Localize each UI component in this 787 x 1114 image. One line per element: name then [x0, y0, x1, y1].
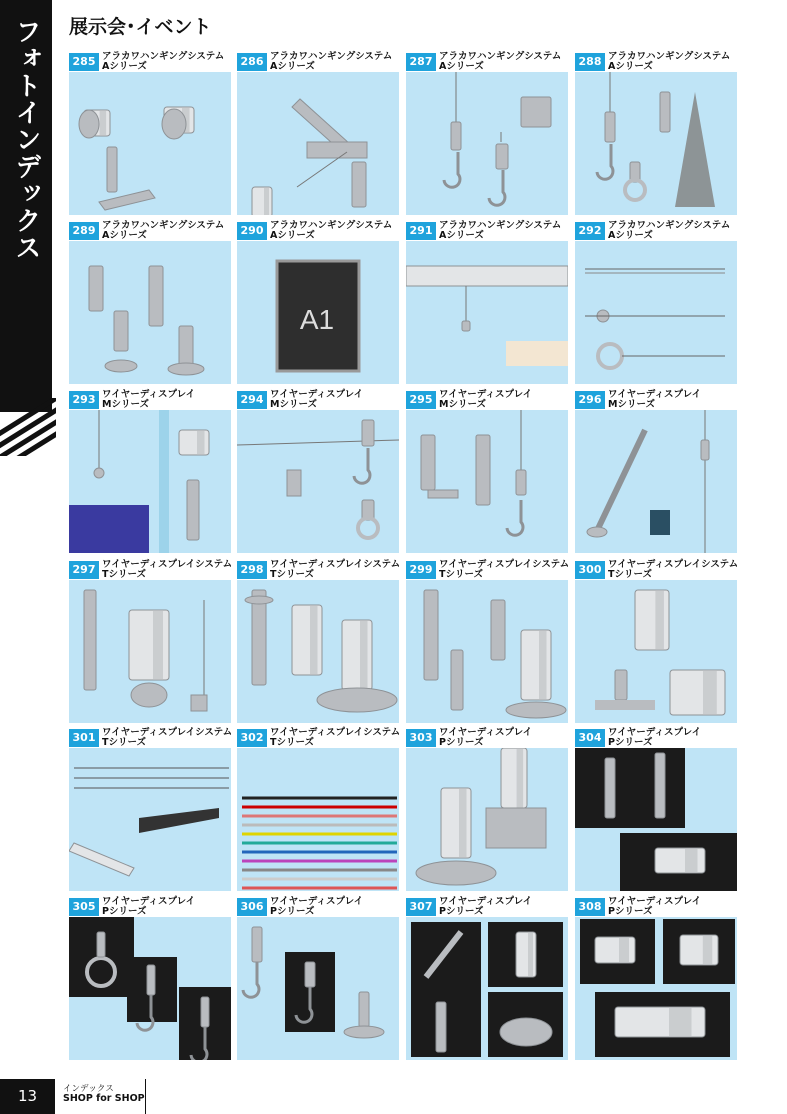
item-title: ワイヤーディスプレイ: [270, 389, 364, 400]
item-title: アラカワハンギングシステム: [102, 51, 225, 62]
product-photo: [237, 72, 399, 215]
item-series: Aシリーズ: [270, 61, 315, 72]
photo-card: [406, 726, 568, 891]
item-title: ワイヤーディスプレイ: [608, 727, 702, 738]
item-series: Tシリーズ: [608, 569, 653, 580]
photo-card: [237, 726, 399, 891]
photo-card: [406, 558, 568, 723]
item-series: Aシリーズ: [439, 61, 484, 72]
item-number: 308: [575, 898, 605, 916]
product-photo: [575, 748, 737, 891]
product-photo: [406, 917, 568, 1060]
photo-card: [237, 50, 399, 215]
product-illustration: [69, 410, 231, 553]
product-photo: [406, 580, 568, 723]
item-number: 285: [69, 53, 99, 71]
footer-label: インデックス: [63, 1084, 114, 1094]
photo-card: [237, 895, 399, 1060]
product-photo: [237, 748, 399, 891]
item-series: Tシリーズ: [102, 569, 147, 580]
photo-card: [575, 895, 737, 1060]
product-illustration: [575, 748, 737, 891]
item-number: 294: [237, 391, 267, 409]
page-number: 13: [0, 1079, 55, 1114]
product-illustration: [406, 580, 568, 723]
item-series: Pシリーズ: [608, 906, 653, 917]
product-photo: [237, 241, 399, 384]
product-illustration: [237, 917, 399, 1060]
item-title: アラカワハンギングシステム: [270, 51, 393, 62]
item-series: Aシリーズ: [608, 230, 653, 241]
item-number: 307: [406, 898, 436, 916]
item-number: 291: [406, 222, 436, 240]
item-number: 305: [69, 898, 99, 916]
item-number: 289: [69, 222, 99, 240]
item-series: Aシリーズ: [439, 230, 484, 241]
product-photo: [575, 580, 737, 723]
item-series: Mシリーズ: [439, 399, 486, 410]
item-title: ワイヤーディスプレイシステム: [608, 559, 739, 570]
item-title: ワイヤーディスプレイ: [439, 389, 533, 400]
product-illustration: [237, 580, 399, 723]
side-tab-label: フォトインデックス: [11, 18, 41, 261]
item-series: Pシリーズ: [439, 906, 484, 917]
decorative-stripes: [0, 398, 56, 456]
item-number: 299: [406, 561, 436, 579]
photo-card: [69, 558, 231, 723]
product-illustration: [406, 748, 568, 891]
product-illustration: [69, 241, 231, 384]
item-title: ワイヤーディスプレイシステム: [102, 727, 233, 738]
product-illustration: [69, 72, 231, 215]
product-illustration: [69, 917, 231, 1060]
item-title: ワイヤーディスプレイ: [102, 389, 196, 400]
photo-card: [575, 219, 737, 384]
item-number: 287: [406, 53, 436, 71]
item-number: 290: [237, 222, 267, 240]
product-illustration: [237, 72, 399, 215]
item-series: Tシリーズ: [270, 569, 315, 580]
item-series: Mシリーズ: [270, 399, 317, 410]
item-series: Aシリーズ: [270, 230, 315, 241]
item-title: ワイヤーディスプレイ: [608, 389, 702, 400]
product-photo: [406, 72, 568, 215]
item-series: Tシリーズ: [439, 569, 484, 580]
item-number: 298: [237, 561, 267, 579]
product-illustration: [575, 410, 737, 553]
item-number: 292: [575, 222, 605, 240]
photo-card: [69, 219, 231, 384]
product-photo: [69, 917, 231, 1060]
photo-card: [575, 50, 737, 215]
item-series: Tシリーズ: [270, 737, 315, 748]
item-number: 297: [69, 561, 99, 579]
item-series: Mシリーズ: [608, 399, 655, 410]
item-title: ワイヤーディスプレイ: [439, 896, 533, 907]
svg-text:A1: A1: [299, 304, 335, 335]
product-illustration: [575, 917, 737, 1060]
footer-brand: SHOP for SHOP: [63, 1093, 145, 1104]
item-number: 300: [575, 561, 605, 579]
product-photo: [406, 748, 568, 891]
product-illustration: [406, 72, 568, 215]
product-photo: [69, 748, 231, 891]
item-number: 293: [69, 391, 99, 409]
photo-card: [406, 219, 568, 384]
product-illustration: [237, 241, 399, 384]
photo-card: [406, 50, 568, 215]
product-photo: [237, 580, 399, 723]
product-photo: [237, 410, 399, 553]
item-title: ワイヤーディスプレイ: [608, 896, 702, 907]
product-illustration: [575, 72, 737, 215]
product-photo: [575, 72, 737, 215]
product-photo: [575, 410, 737, 553]
photo-card: [406, 388, 568, 553]
page-title: 展示会･イベント: [69, 16, 212, 38]
product-illustration: [69, 748, 231, 891]
item-number: 288: [575, 53, 605, 71]
product-illustration: [406, 410, 568, 553]
photo-card: [406, 895, 568, 1060]
item-title: アラカワハンギングシステム: [439, 220, 562, 231]
product-photo: [406, 241, 568, 384]
item-title: ワイヤーディスプレイシステム: [439, 559, 570, 570]
product-illustration: [237, 410, 399, 553]
item-title: アラカワハンギングシステム: [270, 220, 393, 231]
item-title: アラカワハンギングシステム: [102, 220, 225, 231]
product-illustration: [575, 241, 737, 384]
item-title: アラカワハンギングシステム: [608, 220, 731, 231]
item-title: ワイヤーディスプレイシステム: [270, 727, 401, 738]
item-title: ワイヤーディスプレイシステム: [102, 559, 233, 570]
photo-card: [69, 726, 231, 891]
item-series: Mシリーズ: [102, 399, 149, 410]
product-illustration: [406, 241, 568, 384]
product-photo: [575, 917, 737, 1060]
product-photo: [69, 410, 231, 553]
item-series: Pシリーズ: [102, 906, 147, 917]
item-series: Tシリーズ: [102, 737, 147, 748]
photo-card: [237, 388, 399, 553]
product-illustration: [406, 917, 568, 1060]
product-illustration: [575, 580, 737, 723]
item-series: Pシリーズ: [270, 906, 315, 917]
item-series: Pシリーズ: [439, 737, 484, 748]
item-number: 296: [575, 391, 605, 409]
side-tab: [0, 0, 52, 412]
product-illustration: [237, 748, 399, 891]
product-photo: [69, 580, 231, 723]
photo-card: [237, 219, 399, 384]
item-series: Aシリーズ: [102, 230, 147, 241]
product-photo: [237, 917, 399, 1060]
item-number: 304: [575, 729, 605, 747]
item-title: ワイヤーディスプレイ: [439, 727, 533, 738]
item-title: ワイヤーディスプレイ: [102, 896, 196, 907]
item-series: Aシリーズ: [102, 61, 147, 72]
item-number: 303: [406, 729, 436, 747]
photo-card: [575, 726, 737, 891]
product-photo: [69, 241, 231, 384]
product-photo: [69, 72, 231, 215]
item-title: アラカワハンギングシステム: [439, 51, 562, 62]
item-title: ワイヤーディスプレイ: [270, 896, 364, 907]
item-number: 301: [69, 729, 99, 747]
photo-card: [69, 895, 231, 1060]
product-illustration: [69, 580, 231, 723]
product-photo: [406, 410, 568, 553]
item-series: Pシリーズ: [608, 737, 653, 748]
photo-card: [69, 388, 231, 553]
item-number: 295: [406, 391, 436, 409]
footer-divider: [145, 1079, 146, 1114]
item-number: 286: [237, 53, 267, 71]
photo-card: [575, 388, 737, 553]
item-title: アラカワハンギングシステム: [608, 51, 731, 62]
photo-card: [575, 558, 737, 723]
item-series: Aシリーズ: [608, 61, 653, 72]
product-photo: [575, 241, 737, 384]
item-number: 302: [237, 729, 267, 747]
item-number: 306: [237, 898, 267, 916]
photo-card: [237, 558, 399, 723]
photo-card: [69, 50, 231, 215]
item-title: ワイヤーディスプレイシステム: [270, 559, 401, 570]
